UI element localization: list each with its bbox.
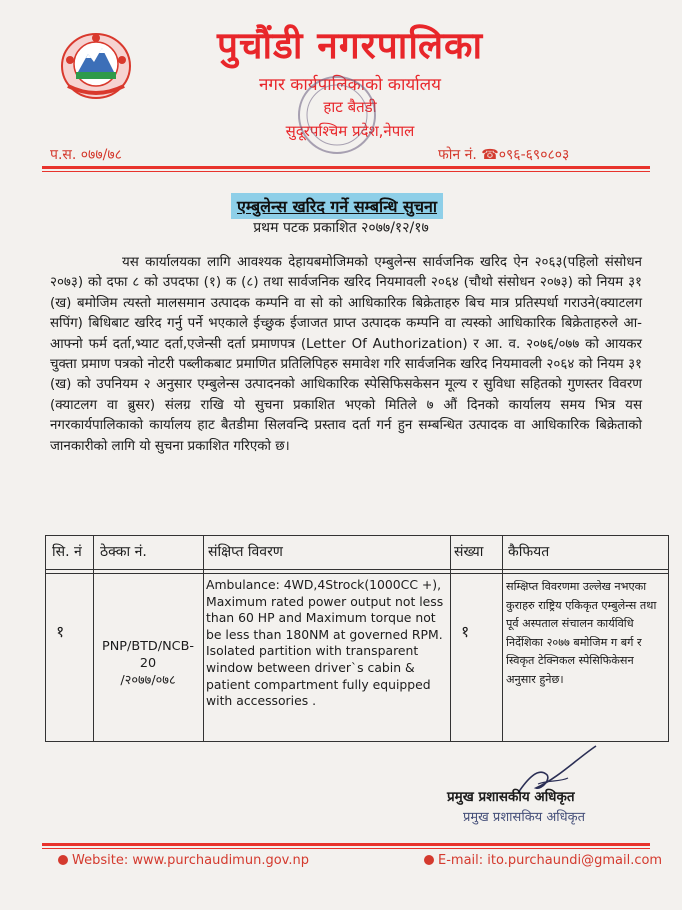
row-remarks: सम्क्षिप्त विवरणमा उल्लेख नभएका कुराहरु राष्ट्रिय एकिकृत एम्बुलेन्स तथा पूर्व अस्पताल संचालन कार्यविधि निर्देशिका २०७७ बमोजिम ग बर्ग र स्विकृत टेक्निकल स्पेसिफिकेसन अनुसार हुनेछ।: [506, 580, 657, 686]
header-serial: सि. नं: [52, 544, 82, 560]
row-description: Ambulance: 4WD,4Strock(1000CC +), Maximum rated power output not less than 60 HP and Maximum torque not be less than 180NM at governed RPM. Isolated partition with transparent window between driver`s cabin & patient compartment fully equipped with accessories .: [206, 577, 444, 709]
signatory-stamp: प्रमुख प्रशासकिय अधिकृत: [463, 810, 586, 825]
row-serial: १: [56, 622, 65, 641]
email-icon: [424, 855, 434, 865]
reference-number: प.स. ०७७/७८: [50, 147, 122, 163]
footer-divider: [42, 843, 650, 846]
row-quantity: १: [461, 622, 470, 641]
header-divider: [42, 166, 650, 169]
nepal-emblem-icon: [58, 30, 134, 100]
office-location: हाट बैतडी: [323, 98, 377, 116]
publication-date: प्रथम पटक प्रकाशित २०७७/१२/१७: [253, 220, 429, 236]
header-remarks: कैफियत: [508, 544, 550, 560]
phone-number: फोन नं. ☎०९६-६९०८०३: [438, 147, 570, 163]
globe-icon: [58, 855, 68, 865]
footer-website: Website: www.purchaudimun.gov.np: [58, 853, 309, 868]
notice-body: यस कार्यालयका लागि आवश्यक देहायबमोजिमको एम्बुलेन्स सार्वजनिक खरिद ऐन २०६३(पहिलो संसोधन २०७३) को दफा ८ को उपदफा (१) क (८) तथा सार्वजनिक खरिद नियमावली २०६४ (चौथो संसोधन २०७३) को नियम ३१ (ख) बमोजिम त्यस्तो मालसमान उत्पादक कम्पनि वा सो को आधिकारिक बिक्रेताहरु बिच मात्र प्रतिस्पर्धा गराउने(क्याटलग सपिंग) बिधिबाट खरिद गर्नु पर्ने भएकाले ईच्छुक ईजाजत प्राप्त उत्पादक कम्पनि वा त्यस्को आधिकारिक बिक्रेताहरुले आ-आफ्नो फर्म दर्ता,भ्याट दर्ता,एजेन्सी दर्ता प्रमाणपत्र (Letter Of Authorization) र आ. व. २०७६/०७७ को आयकर चुक्ता प्रमाण पत्रको नोटरी पब्लीकबाट प्रमाणित प्रतिलिपिहरु समावेश गरि सार्वजनिक खरिद नियमावली २०६४ को नियम ३१ (ख) को उपनियम २ अनुसार एम्बुलेन्स उत्पादनको आधिकारिक स्पेसिफिसकेसन मूल्य र सुविधा सहितको गुणस्तर विवरण (क्याटलग वा ब्रुसर) संलग्र राखि यो सुचना प्रकाशित भएको मितिले ७ औं दिनको कार्यालय समय भित्र यस नगरकार्यपालिकाको कार्यालय हाट बैतडीमा सिलवन्दि प्रस्ताव दर्ता गर्न हुन सम्बन्धित उत्पादक वा आधिकारिक बिक्रेताको जानकारीको लागि यो सुचना प्रकाशित गरिएको छ।: [50, 255, 642, 454]
specification-table: [45, 535, 669, 742]
signatory-title: प्रमुख प्रशासकीय अधिकृत: [447, 789, 575, 805]
row-contract-no: PNP/BTD/NCB- 20 /२०७७/०७८: [102, 639, 194, 688]
office-name: नगर कार्यपालिकाको कार्यालय: [258, 75, 442, 95]
office-stamp-icon: [292, 70, 382, 160]
footer-email: E-mail: ito.purchaundi@gmail.com: [424, 853, 662, 868]
province-name: सुदूरपश्चिम प्रदेश,नेपाल: [285, 122, 415, 140]
municipality-name: पुचौंडी नगरपालिका: [216, 24, 484, 67]
header-divider-thin: [42, 171, 650, 172]
notice-title: एम्बुलेन्स खरिद गर्ने सम्बन्धि सुचना: [231, 193, 443, 219]
header-quantity: संख्या: [454, 544, 484, 560]
header-contract-no: ठेक्का नं.: [100, 544, 147, 560]
footer-divider-thin: [42, 848, 650, 849]
header-description: संक्षिप्त विवरण: [208, 544, 283, 560]
